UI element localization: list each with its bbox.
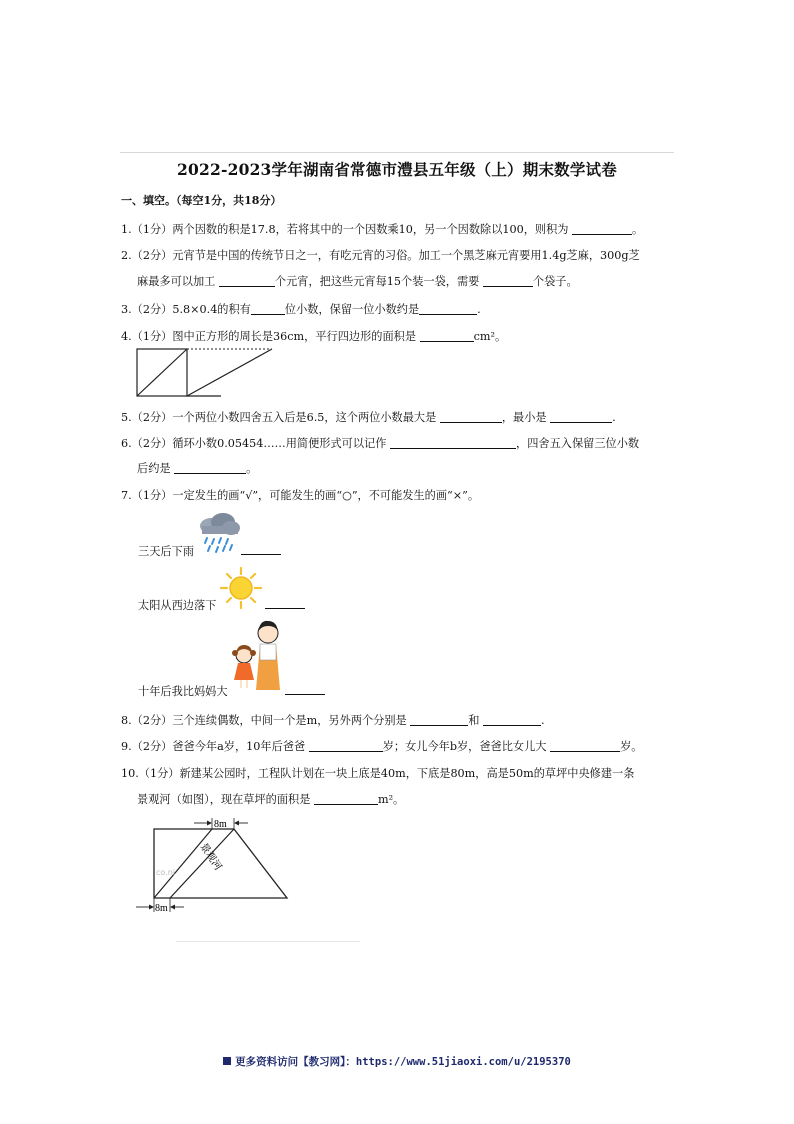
answer-blank[interactable] <box>390 437 516 449</box>
question-3 <box>121 301 481 317</box>
question-10-line2 <box>137 791 404 807</box>
trapezoid-river-figure <box>134 812 294 920</box>
answer-blank[interactable] <box>251 303 285 315</box>
question-text: 岁；女儿今年b岁，爸爸比女儿大 <box>382 740 547 753</box>
question-text: 景观河（如图），现在草坪的面积是 <box>137 793 311 806</box>
bottom-rule <box>176 941 360 942</box>
sun-icon <box>219 566 263 610</box>
question-2-line1: 2.（2分）元宵节是中国的传统节日之一，有吃元宵的习俗。加工一个黑芝麻元宵要用1.4g芝麻，300g芝 <box>121 249 640 262</box>
question-text: 6.（2分）循环小数0.05454……用简便形式可以记作 <box>121 437 387 450</box>
bottom-dimension-label: 8m <box>155 903 168 914</box>
question-7: 7.（1分）一定发生的画“√”，可能发生的画“○”，不可能发生的画“×”。 <box>121 489 480 502</box>
answer-blank[interactable] <box>420 330 474 342</box>
answer-blank[interactable] <box>219 275 275 287</box>
question-1 <box>121 221 643 237</box>
page-title: 2022-2023学年湖南省常德市澧县五年级（上）期末数学试卷 <box>177 160 617 179</box>
question-text: 麻最多可以加工 <box>137 275 216 288</box>
answer-blank[interactable] <box>314 793 378 805</box>
question-5 <box>121 409 616 425</box>
river-label: 景观河 <box>197 841 224 873</box>
question-text: 岁。 <box>620 740 643 753</box>
question-text: 3.（2分）5.8×0.4的积有 <box>121 303 251 316</box>
question-text: 和 <box>468 714 480 727</box>
question-text: 位小数，保留一位小数约是 <box>284 303 420 316</box>
event-label-age <box>138 683 228 699</box>
square-parallelogram-figure <box>136 347 276 399</box>
question-text: 三天后下雨 <box>138 545 194 558</box>
flag-icon <box>223 1057 231 1065</box>
question-text: ，最小是 <box>501 411 547 424</box>
event-label-rain <box>138 543 194 559</box>
unit-label: cm²。 <box>473 330 507 343</box>
question-text: 8.（2分）三个连续偶数，中间一个是m，另外两个分别是 <box>121 714 407 727</box>
question-text: . <box>541 714 545 727</box>
question-text: 9.（2分）爸爸今年a岁，10年后爸爸 <box>121 740 306 753</box>
answer-blank[interactable] <box>410 714 468 726</box>
question-9 <box>121 738 642 754</box>
question-text: 十年后我比妈妈大 <box>138 685 228 698</box>
question-text: 4.（1分）图中正方形的周长是36cm，平行四边形的面积是 <box>121 330 417 343</box>
answer-blank[interactable] <box>265 597 305 609</box>
rain-cloud-icon <box>196 512 242 554</box>
answer-blank[interactable] <box>309 740 383 752</box>
answer-blank[interactable] <box>550 411 612 423</box>
question-text: . <box>612 411 616 424</box>
footer-text: 更多资料访问【教习网】：https://www.51jiaoxi.com/u/2195370 <box>235 1056 571 1068</box>
question-text: 1.（1分）两个因数的积是17.8，若将其中的一个因数乘10，另一个因数除以100，则积为 <box>121 223 569 236</box>
question-text: . <box>477 303 481 316</box>
question-10-line1: 10.（1分）新建某公园时，工程队计划在一块上底是40m，下底是80m，高是50m的草坪中央修建一条 <box>121 767 635 780</box>
top-dimension-label: 8m <box>214 819 227 830</box>
answer-blank[interactable] <box>550 740 620 752</box>
question-text: 个袋子。 <box>532 275 578 288</box>
question-text: 。 <box>246 462 258 475</box>
question-text: 太阳从西边落下 <box>138 599 217 612</box>
event-label-sun <box>138 597 216 613</box>
answer-blank[interactable] <box>483 714 541 726</box>
mother-daughter-illustration <box>230 618 286 694</box>
question-text: 。 <box>632 223 644 236</box>
question-2-line2 <box>137 273 578 289</box>
question-6-line1 <box>121 435 639 451</box>
question-text: ，四舍五入保留三位小数 <box>516 437 640 450</box>
header-rule <box>120 152 674 153</box>
question-6-line2 <box>137 460 257 476</box>
question-text: 个元宵，把这些元宵每15个装一袋，需要 <box>274 275 480 288</box>
watermark-text: co.ni <box>156 868 175 877</box>
answer-blank[interactable] <box>483 275 533 287</box>
question-text: 5.（2分）一个两位小数四舍五入后是6.5，这个两位小数最大是 <box>121 411 437 424</box>
section-heading: 一、填空。（每空1分，共18分） <box>121 194 282 207</box>
question-8 <box>121 712 545 728</box>
answer-blank[interactable] <box>285 683 325 695</box>
answer-blank[interactable] <box>572 223 632 235</box>
unit-label: m²。 <box>377 793 405 806</box>
question-text: 后约是 <box>137 462 171 475</box>
answer-blank[interactable] <box>440 411 502 423</box>
footer-link[interactable] <box>0 1054 794 1069</box>
answer-blank[interactable] <box>241 543 281 555</box>
question-4 <box>121 328 506 344</box>
answer-blank[interactable] <box>419 303 477 315</box>
answer-blank[interactable] <box>174 462 246 474</box>
